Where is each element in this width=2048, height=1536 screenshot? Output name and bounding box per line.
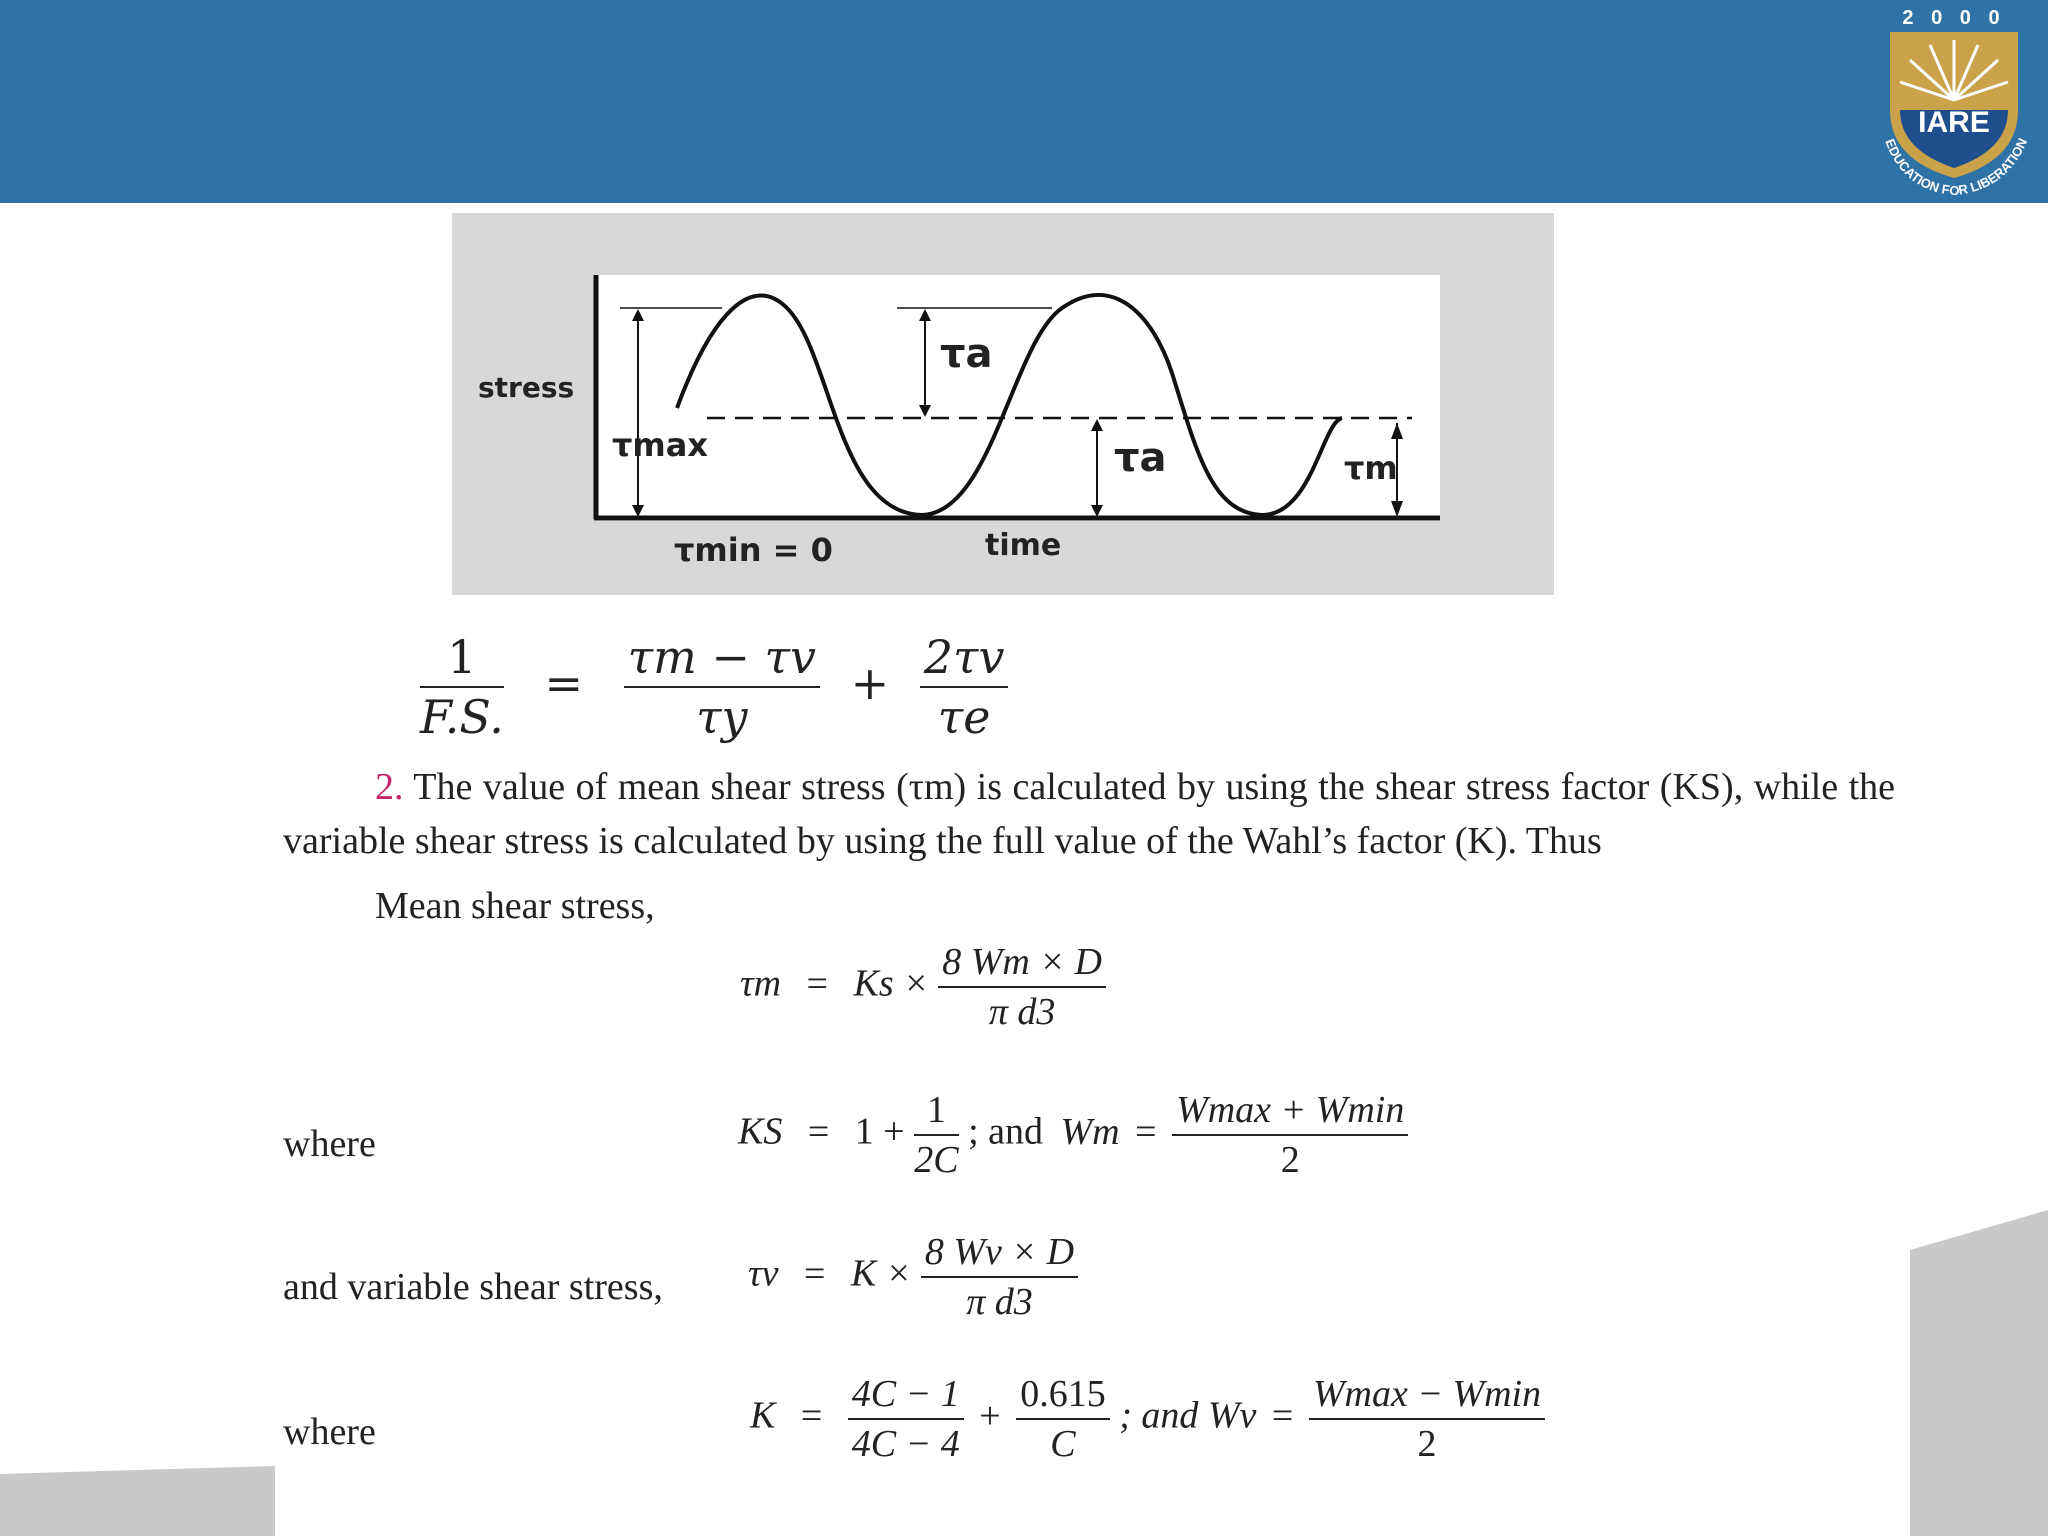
mean-stress-equation: τm = Ks × $\frac{8 Wm \times D}{\text{π d3}}$	[740, 940, 1106, 1034]
iare-logo	[1860, 0, 2048, 203]
tau-max-label: τmax	[612, 426, 708, 464]
variable-stress-equation: τv = K × $\frac{8 Wv \times D}{\text{π d3}}$	[748, 1230, 1078, 1324]
plot-area	[594, 275, 1440, 521]
tau-a-bottom-label: τa	[1114, 435, 1167, 481]
paragraph-text: The value of mean shear stress (τm) is calculated by using the shear stress factor (KS), while the variable shear stress is calculated by using the full value of the Wahl’s factor (K). Thus	[283, 766, 1895, 862]
fs-equation: $\frac{1}{F.S.}$ = $\frac{\tau m - \tau v}{\tau y}$ + $\frac{2\tau v}{\tau e}$	[420, 630, 1008, 744]
svg-text:2 0 0 0: 2 0 0 0	[1902, 7, 2006, 29]
stress-time-figure	[452, 213, 1554, 595]
svg-text:IARE: IARE	[1918, 106, 1990, 139]
tau-min-label: τmin = 0	[674, 531, 833, 569]
fs-term2: $\frac{2\tau v}{\tau e}$	[920, 630, 1009, 744]
time-axis-label: time	[985, 528, 1062, 563]
variable-shear-stress-label: and variable shear stress,	[283, 1266, 663, 1308]
header-bar	[0, 0, 2048, 203]
tau-m-label: τm	[1344, 449, 1398, 487]
where-label-2: where	[283, 1411, 376, 1453]
decor-shape-left	[0, 1466, 275, 1536]
item-number: 2.	[375, 766, 404, 808]
decor-shape-right	[1910, 1200, 2048, 1536]
svg-text:EDUCATION FOR LIBERATION: EDUCATION FOR LIBERATION	[1882, 135, 2031, 199]
where-label-1: where	[283, 1123, 376, 1165]
fs-lhs: $\frac{1}{F.S.}$	[420, 630, 504, 744]
mean-shear-stress-label: Mean shear stress,	[375, 885, 655, 927]
fs-term1: $\frac{\tau m - \tau v}{\tau y}$	[624, 630, 820, 744]
tau-a-top-label: τa	[940, 331, 993, 377]
ks-equation: KS = 1 + $\frac{1}{2C}$ ; and Wm = $\frac{Wmax + Wmin}{2}$	[738, 1088, 1408, 1182]
wahl-factor-equation: K = $\frac{4C - 1}{4C - 4}$ + $\frac{0.615}{C}$ ; and Wv = $\frac{Wmax - Wmin}{2}$	[750, 1372, 1545, 1466]
stress-axis-label: stress	[478, 371, 575, 404]
explanation-paragraph	[283, 760, 1895, 868]
